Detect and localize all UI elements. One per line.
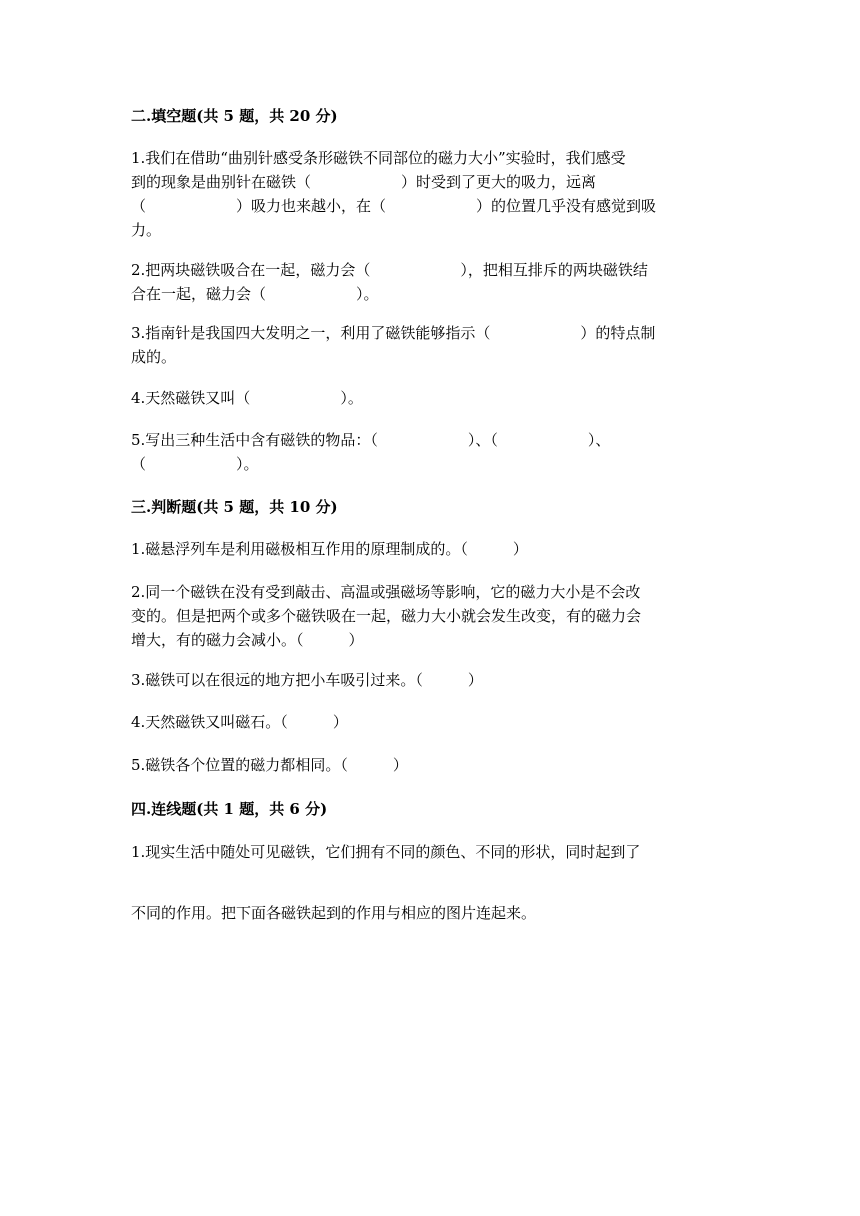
true-false-question-2 (131, 580, 731, 652)
question-line: 增大，有的磁力会减小。（ ） (131, 631, 364, 649)
question-line: 到的现象是曲别针在磁铁（ ）时受到了更大的吸力，远离 (131, 173, 597, 191)
question-line: 2.同一个磁铁在没有受到敲击、高温或强磁场等影响，它的磁力大小是不会改 (131, 583, 641, 601)
question-line: 变的。但是把两个或多个磁铁吸在一起，磁力大小就会发生改变，有的磁力会 (131, 607, 642, 625)
question-line: （ ）。 (131, 455, 259, 473)
fill-blank-question-2 (131, 258, 731, 306)
question-line: 4.天然磁铁又叫磁石。（ ） (131, 713, 348, 731)
question-line: 2.把两块磁铁吸合在一起，磁力会（ ），把相互排斥的两块磁铁结 (131, 261, 648, 279)
matching-question-1-continued (131, 901, 731, 925)
true-false-question-1 (131, 537, 731, 561)
fill-blank-question-5 (131, 428, 731, 476)
question-line: 1.磁悬浮列车是利用磁极相互作用的原理制成的。（ ） (131, 540, 528, 558)
question-line: 4.天然磁铁又叫（ ）。 (131, 389, 363, 407)
question-line: 成的。 (131, 348, 177, 366)
section-title-matching: 四.连线题(共 1 题，共 6 分) (131, 800, 328, 818)
fill-blank-question-4 (131, 386, 731, 410)
section-title-fill-blank: 二.填空题(共 5 题，共 20 分) (131, 107, 338, 125)
question-line: 合在一起，磁力会（ ）。 (131, 285, 379, 303)
question-line: 1.我们在借助“曲别针感受条形磁铁不同部位的磁力大小”实验时，我们感受 (131, 149, 626, 167)
question-line: 5.写出三种生活中含有磁铁的物品：（ ）、（ ）、 (131, 431, 611, 449)
question-line: 3.指南针是我国四大发明之一，利用了磁铁能够指示（ ）的特点制 (131, 324, 656, 342)
section-title-true-false: 三.判断题(共 5 题，共 10 分) (131, 498, 338, 516)
fill-blank-question-3 (131, 321, 731, 369)
true-false-question-3 (131, 668, 731, 692)
true-false-question-4 (131, 710, 731, 734)
question-line: 3.磁铁可以在很远的地方把小车吸引过来。（ ） (131, 671, 483, 689)
question-line: 力。 (131, 221, 162, 239)
true-false-question-5 (131, 753, 731, 777)
question-line: 1.现实生活中随处可见磁铁，它们拥有不同的颜色、不同的形状，同时起到了 (131, 843, 641, 861)
question-line: 不同的作用。把下面各磁铁起到的作用与相应的图片连起来。 (131, 904, 537, 922)
matching-question-1 (131, 840, 731, 864)
question-line: （ ）吸力也来越小，在（ ）的位置几乎没有感觉到吸 (131, 197, 657, 215)
question-line: 5.磁铁各个位置的磁力都相同。（ ） (131, 756, 408, 774)
fill-blank-question-1 (131, 146, 731, 242)
